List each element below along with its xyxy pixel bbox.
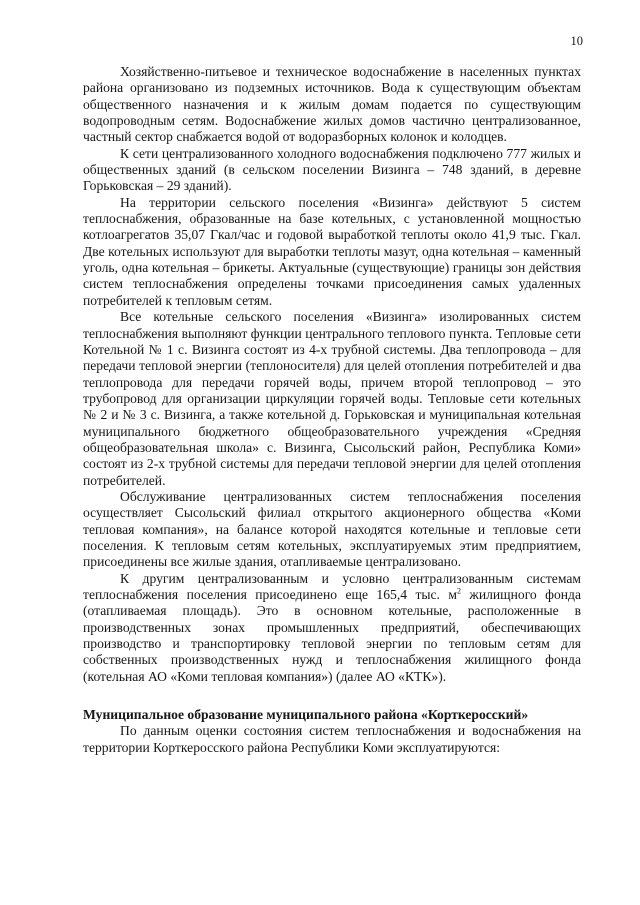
paragraph-boiler-houses: Все котельные сельского поселения «Визинга» изолированных систем теплоснабжения выполняют функции центрального теплового пункта. Тепловые сети Котельной № 1 с. Визинга состоят из 4-х трубной системы. Два теплопровода – для передачи тепловой энергии (теплоносителя) для целей отопления потребителей и два теплопровода для передачи горячей воды, причем второй теплопровод – это трубопровод для организации циркуляции горячей воды. Тепловые сети котельных № 2 и № 3 с. Визинга, а также котельной д. Горьковская и муниципальная котельная муниципального бюджетного общеобразовательного учреждения «Средняя общеобразовательная школа» с. Визинга, Сысольский район, Республика Коми» состоят из 2-х трубной системы для передачи тепловой энергии для целей отопления потребителей.	[83, 309, 581, 488]
paragraph-cold-water-network: К сети централизованного холодного водоснабжения подключено 777 жилых и общественных зданий (в сельском поселении Визинга – 748 зданий, в деревне Горьковская – 29 зданий).	[83, 145, 581, 194]
page-number: 10	[570, 34, 583, 48]
paragraph-maintenance: Обслуживание централизованных систем теплоснабжения поселения осуществляет Сысольский филиал открытого акционерного общества «Коми тепловая компания», на балансе которой находятся котельные и тепловые сети поселения. К тепловым сетям котельных, эксплуатируемых этим предприятием, присоединены все жилые здания, отапливаемые централизовано.	[83, 488, 581, 570]
housing-area-text-continued: жилищного фонда (отапливаемая площадь). Это в основном котельные, расположенные в производственных зонах промышленных предприятий, обеспечивающих производство и транспортировку тепловой энергии по тепловым сетям для собственных производственных нужд и теплоснабжения жилищного фонда (котельная АО «Коми тепловая компания») (далее АО «КТК»).	[83, 587, 581, 684]
paragraph-water-supply: Хозяйственно-питьевое и техническое водоснабжение в населенных пунктах района организовано из подземных источников. Вода к существующим объектам общественного назначения и к жилым домам подается по существующим водопроводным сетям. Водоснабжение жилых домов частично централизованное, частный сектор снабжается водой от водоразборных колонок и колодцев.	[83, 64, 581, 145]
superscript-two: 2	[457, 586, 461, 596]
paragraph-heat-supply-systems: На территории сельского поселения «Визинга» действуют 5 систем теплоснабжения, образованные на базе котельных, с установленной мощностью котлоагрегатов 35,07 Гкал/час и годовой выработкой теплоты около 41,9 тыс. Гкал. Две котельных используют для выработки теплоты мазут, одна котельная – каменный уголь, одна котельная – брикеты. Актуальные (существующие) границы зон действия систем теплоснабжения определены точками присоединения самых удаленных потребителей к тепловым сетям.	[83, 194, 581, 308]
document-body	[83, 64, 581, 756]
paragraph-housing-area	[83, 571, 581, 685]
paragraph-kortkeros: По данным оценки состояния систем теплоснабжения и водоснабжения на территории Корткеросского района Республики Коми эксплуатируются:	[83, 723, 581, 755]
housing-area-text: К другим централизованным и условно централизованным системам теплоснабжения поселения присоединено еще 165,4 тыс. м	[83, 570, 581, 602]
section-heading: Муниципальное образование муниципального района «Корткеросский»	[83, 707, 529, 723]
